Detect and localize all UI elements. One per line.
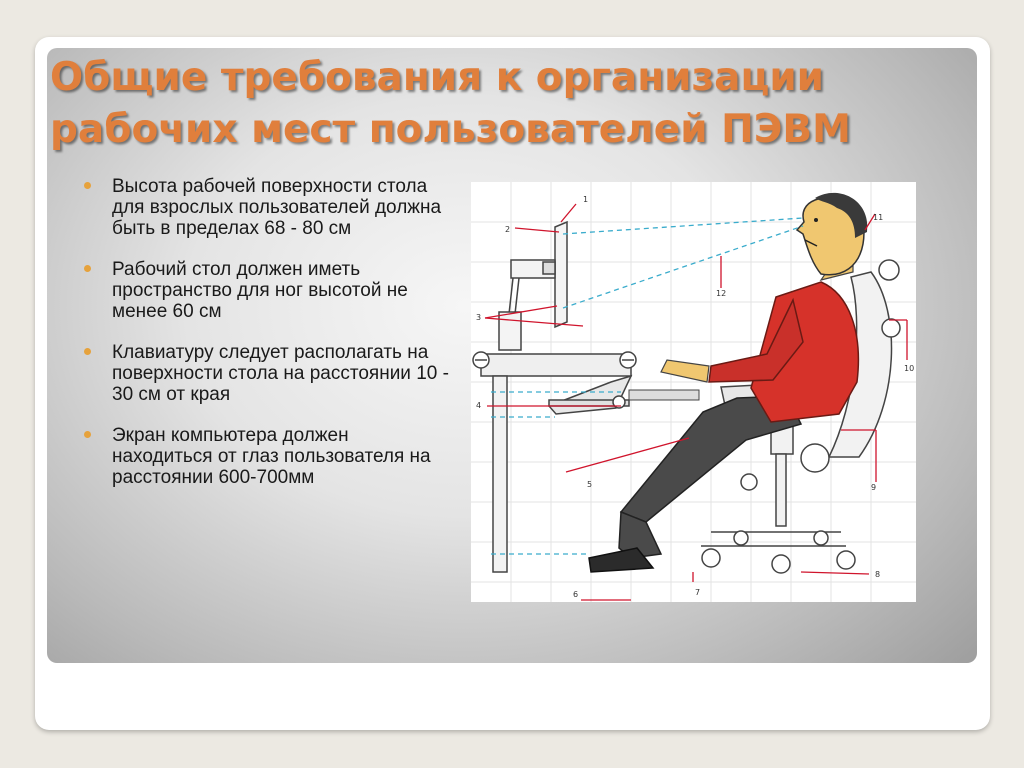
- bullet-item: [84, 259, 454, 322]
- ergonomics-diagram: [471, 182, 916, 602]
- diagram-label: 5: [587, 480, 593, 489]
- bullet-dot-icon: [84, 265, 91, 272]
- bullet-text: Экран компьютера должен находиться от глаз пользователя на расстоянии 600-700мм: [112, 425, 431, 488]
- workstation-illustration: [471, 182, 916, 602]
- bullet-dot-icon: [84, 348, 91, 355]
- bullet-dot-icon: [84, 182, 91, 189]
- diagram-label: 8: [875, 570, 881, 579]
- bullet-item: [84, 342, 454, 405]
- diagram-label: 4: [476, 401, 482, 410]
- diagram-label: 2: [505, 225, 511, 234]
- keyboard-shape: [629, 390, 699, 400]
- monitor-shape: [499, 222, 567, 350]
- bullet-dot-icon: [84, 431, 91, 438]
- diagram-label: 1: [583, 195, 589, 204]
- bullet-text: Рабочий стол должен иметь пространство для ног высотой не менее 60 см: [112, 259, 408, 322]
- bullet-item: [84, 425, 454, 488]
- diagram-label: 10: [904, 364, 915, 373]
- bullet-text: Клавиатуру следует располагать на поверхности стола на расстоянии 10 - 30 см от края: [112, 342, 449, 405]
- page-title: Общие требования к организации рабочих мест пользователей ПЭВМ: [50, 55, 851, 152]
- diagram-label: 9: [871, 483, 877, 492]
- diagram-label: 3: [476, 313, 482, 322]
- bullet-item: [84, 176, 454, 239]
- diagram-label: 7: [695, 588, 701, 597]
- diagram-label: 6: [573, 590, 579, 599]
- diagram-label: 11: [873, 213, 884, 222]
- bullet-text: Высота рабочей поверхности стола для взрослых пользователей должна быть в пределах 68 - 80 см: [112, 176, 442, 239]
- diagram-label: 12: [716, 289, 727, 298]
- bullet-list: [84, 176, 454, 508]
